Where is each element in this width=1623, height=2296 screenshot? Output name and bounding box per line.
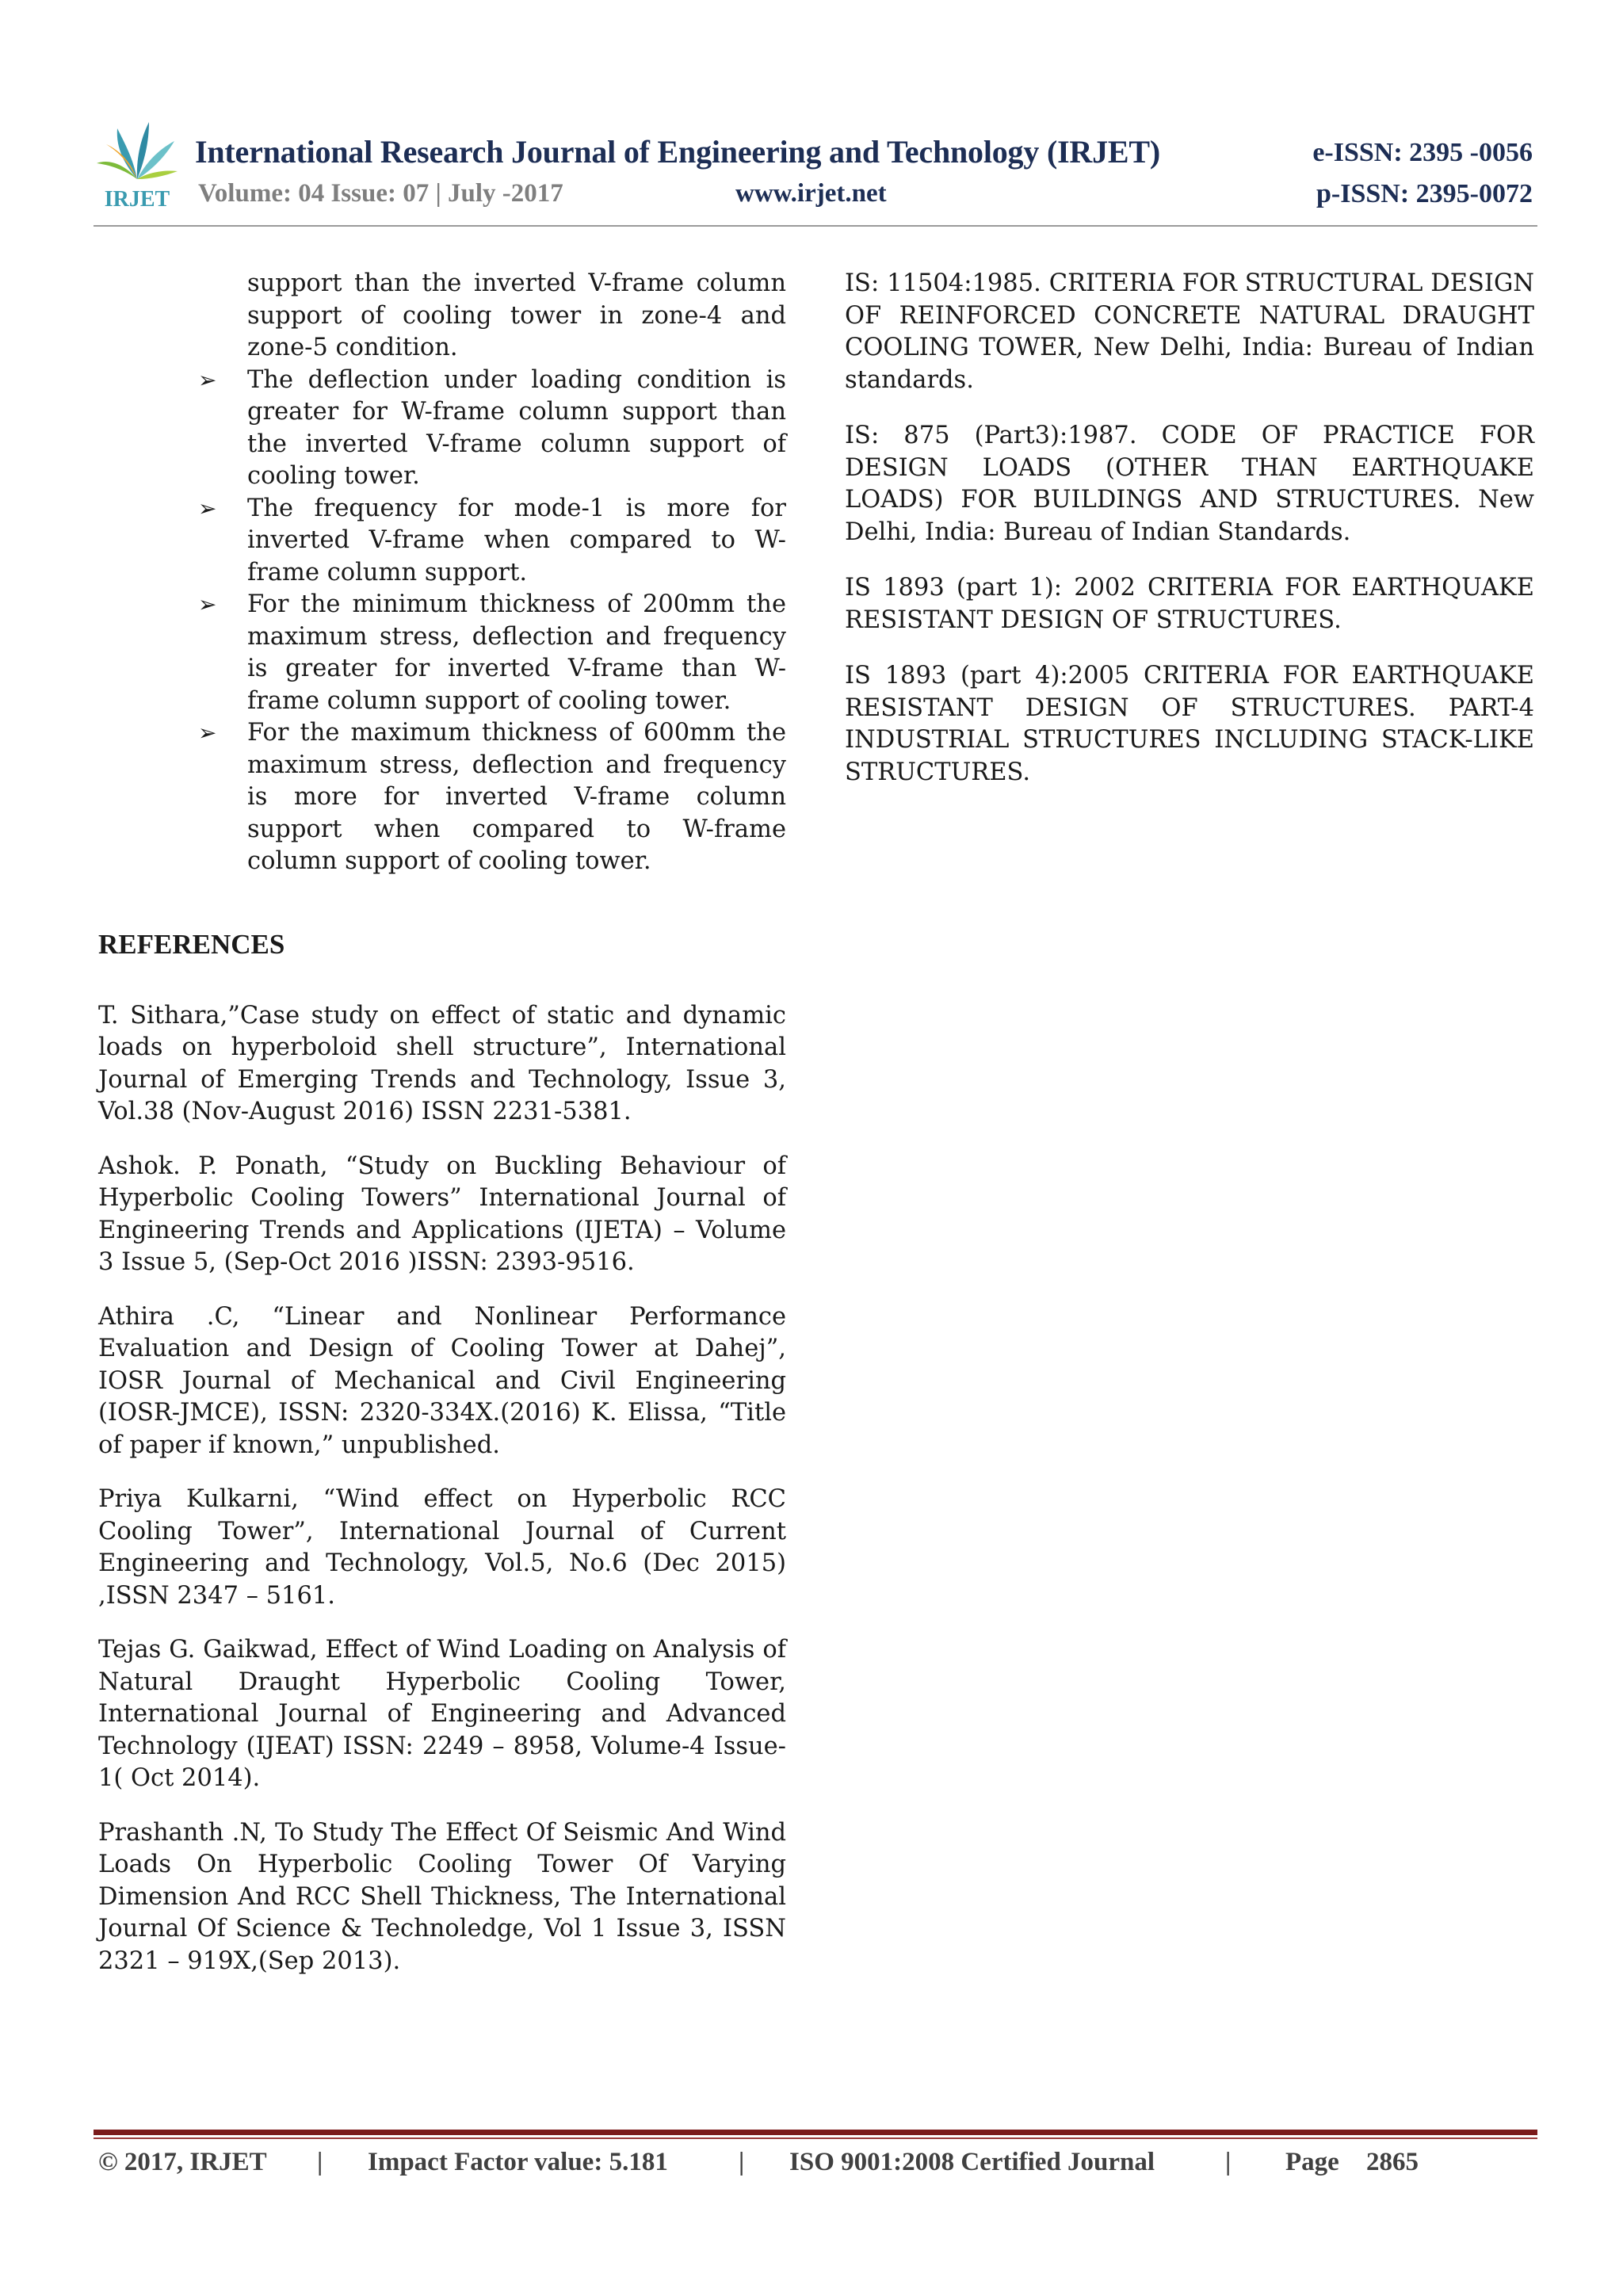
reference-item: T. Sithara,”Case study on effect of static and dynamic loads on hyperboloid shell structure”, International Journal of Emerging Trends and Technology, Issue 3, Vol.38 (Nov-August 2016) ISSN 2231-5381. bbox=[98, 1001, 786, 1125]
footer-impact-factor: Impact Factor value: 5.181 bbox=[368, 2148, 668, 2176]
reference-item: IS: 11504:1985. CRITERIA FOR STRUCTURAL DESIGN OF REINFORCED CONCRETE NATURAL DRAUGHT COOLING TOWER, New Delhi, India: Bureau of Indian standards. bbox=[845, 269, 1534, 394]
reference-item: Priya Kulkarni, “Wind effect on Hyperbolic RCC Cooling Tower”, International Journal of Current Engineering and Technology, Vol.5, No.6 (Dec 2015) ,ISSN 2347 – 5161. bbox=[98, 1485, 786, 1610]
reference-item: Tejas G. Gaikwad, Effect of Wind Loading on Analysis of Natural Draught Hyperbolic Cooling Tower, International Journal of Engineering and Advanced Technology (IJEAT) ISSN: 2249 – 8958, Volume-4 Issue-1( Oct 2014). bbox=[98, 1636, 786, 1792]
e-issn: e-ISSN: 2395 -0056 bbox=[1312, 138, 1533, 167]
irjet-logo bbox=[94, 117, 181, 212]
footer-page-number: 2865 bbox=[1366, 2148, 1419, 2176]
footer-separator: | bbox=[1225, 2148, 1232, 2176]
footer-copyright: © 2017, IRJET bbox=[98, 2148, 267, 2176]
journal-title: International Research Journal of Engineering and Technology (IRJET) bbox=[195, 134, 1161, 170]
references-heading: REFERENCES bbox=[98, 928, 285, 960]
reference-item: Prashanth .N, To Study The Effect Of Seismic And Wind Loads On Hyperbolic Cooling Tower Of Varying Dimension And RCC Shell Thickness, The International Journal Of Science & Technoledge, Vol 1 Issue 3, ISSN 2321 – 919X,(Sep 2013). bbox=[98, 1818, 786, 1975]
p-issn: p-ISSN: 2395-0072 bbox=[1316, 179, 1533, 208]
conclusion-item: ➢ The frequency for mode-1 is more for inverted V-frame when compared to W-frame column support. bbox=[198, 494, 786, 586]
reference-item: Ashok. P. Ponath, “Study on Buckling Behaviour of Hyperbolic Cooling Towers” International Journal of Engineering Trends and Applications (IJETA) – Volume 3 Issue 5, (Sep-Oct 2016 )ISSN: 2393-9516. bbox=[98, 1152, 786, 1276]
right-column bbox=[845, 268, 1534, 789]
reference-item: IS 1893 (part 4):2005 CRITERIA FOR EARTHQUAKE RESISTANT DESIGN OF STRUCTURES. PART-4 INDUSTRIAL STRUCTURES INCLUDING STACK-LIKE STRUCTURES. bbox=[845, 662, 1534, 786]
arrow-bullet-icon: ➢ bbox=[198, 495, 217, 521]
conclusion-item: ➢ For the maximum thickness of 600mm the maximum stress, deflection and frequency is more for inverted V-frame column support when compared to W-frame column support of cooling tower. bbox=[198, 719, 786, 875]
left-column bbox=[98, 268, 786, 1977]
logo-text: IRJET bbox=[104, 187, 170, 212]
reference-item: Athira .C, “Linear and Nonlinear Performance Evaluation and Design of Cooling Tower at Dahej”, IOSR Journal of Mechanical and Civil Engineering (IOSR-JMCE), ISSN: 2320-334X.(2016) K. Elissa, “Title of paper if known,” unpublished. bbox=[98, 1302, 786, 1459]
arrow-bullet-icon: ➢ bbox=[198, 366, 217, 393]
arrow-bullet-icon: ➢ bbox=[198, 591, 217, 617]
reference-item: IS: 875 (Part3):1987. CODE OF PRACTICE FOR DESIGN LOADS (OTHER THAN EARTHQUAKE LOADS) FOR BUILDINGS AND STRUCTURES. New Delhi, India: Bureau of Indian Standards. bbox=[845, 422, 1534, 546]
website-link[interactable]: www.irjet.net bbox=[735, 179, 887, 208]
conclusion-continuation: support than the inverted V-frame column support of cooling tower in zone-4 and zone-5 condition. bbox=[247, 269, 786, 361]
reference-list-left bbox=[98, 1000, 786, 1978]
conclusion-item: ➢ The deflection under loading condition is greater for W-frame column support than the inverted V-frame column support of cooling tower. bbox=[198, 365, 786, 490]
footer-divider-thin bbox=[94, 2137, 1537, 2139]
volume-issue: Volume: 04 Issue: 07 | July -2017 bbox=[198, 179, 563, 208]
footer-iso: ISO 9001:2008 Certified Journal bbox=[789, 2148, 1155, 2176]
header-divider bbox=[94, 225, 1537, 227]
footer-separator: | bbox=[739, 2148, 745, 2176]
footer-page-label: Page bbox=[1285, 2148, 1339, 2176]
reference-item: IS 1893 (part 1): 2002 CRITERIA FOR EARTHQUAKE RESISTANT DESIGN OF STRUCTURES. bbox=[845, 574, 1534, 634]
arrow-bullet-icon: ➢ bbox=[198, 720, 217, 746]
footer-divider-thick bbox=[94, 2130, 1537, 2135]
footer-separator: | bbox=[317, 2148, 323, 2176]
conclusion-item: ➢ For the minimum thickness of 200mm the maximum stress, deflection and frequency is greater for inverted V-frame than W-frame column support of cooling tower. bbox=[198, 590, 786, 715]
conclusion-list bbox=[98, 268, 786, 878]
